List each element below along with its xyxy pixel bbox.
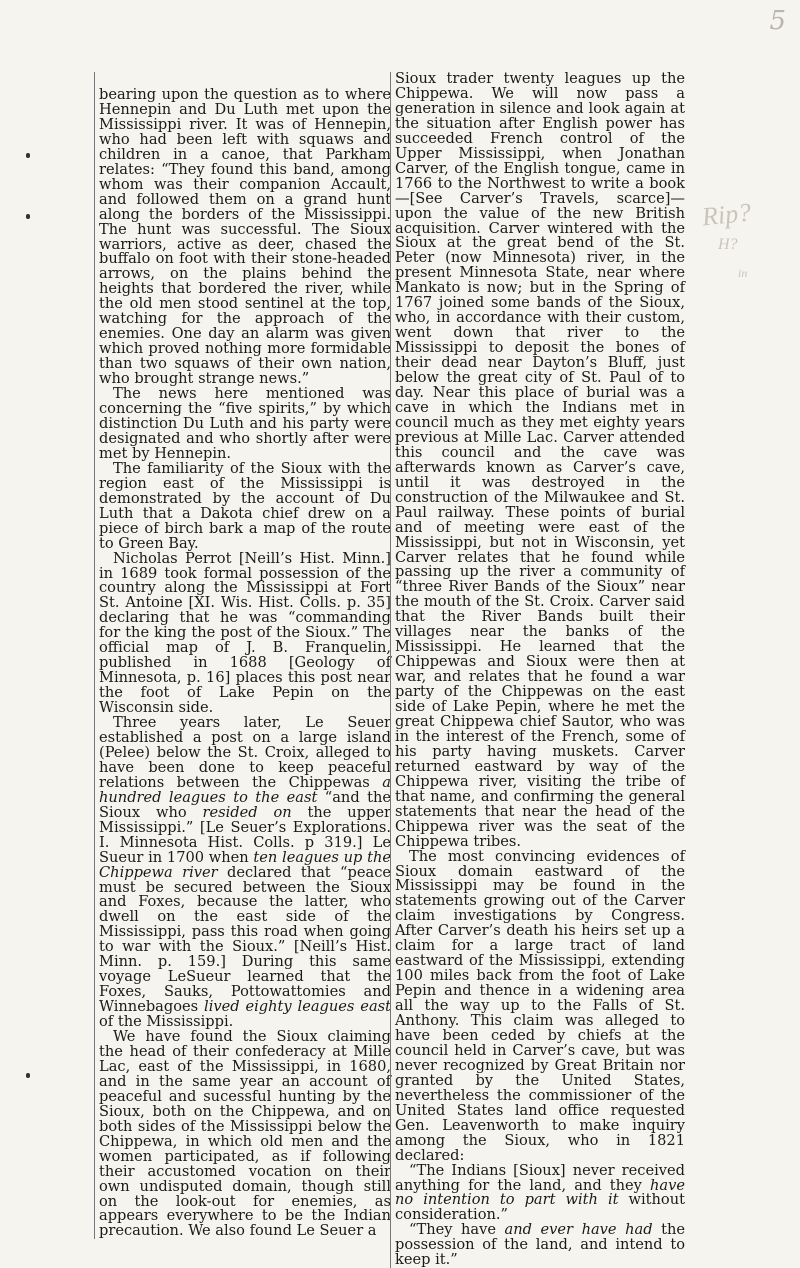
quotation: “They have and ever have had the possession of the land, and intend to keep it.” bbox=[395, 1221, 685, 1268]
paragraph: Sioux trader twenty leagues up the Chippewa. We will now pass a generation in silence and look again at the situation after English power has succeeded French control of the Upper Mississippi, when Jonathan Carver, of the English tongue, came in 1766 to the Northwest to write a book—[See Carver’s Travels, scarce]— upon the value of the new British acquisition. Carver wintered with the Sioux at the great bend of the St. Peter (now Minnesota) river, in the present Minnesota State, near where Mankato is now; but in the Spring of 1767 joined some bands of the Sioux, who, in accordance with their custom, went down that river to the Mississippi to deposit the bones of their dead near Dayton’s Bluff, just below the great city of St. Paul of to day. Near this place of burial was a cave in which the Indians met in council much as they met eighty years previous at Mille Lac. Carver attended this council and the cave was afterwards known as Carver’s cave, until it was destroyed in the construction of the Milwaukee and St. Paul railway. These points of burial and of meeting were east of the Mississippi, but not in Wisconsin, yet Carver relates that he found while passing up the river a community of “three River Bands of the Sioux” near the mouth of the St. Croix. Carver said that the River Bands built their villages near the banks of the Mississippi. He learned that the Chippewas and Sioux were then at war, and relates that he found a war party of the Chippewas on the east side of Lake Pepin, where he met the great Chippewa chief Sautor, who was in the interest of the French, some of his party having muskets. Carver returned eastward by way of the Chippewa river, visiting the tribe of that name, and confirming the general statements that near the head of the Chippewa river was the seat of the Chippewa tribes. bbox=[395, 70, 685, 850]
margin-annotation: Rip? bbox=[700, 197, 753, 232]
paragraph: The familiarity of the Sioux with the region east of the Mississippi is demonstrated by the account of Du Luth that a Dakota chief drew on a piece of birch bark a map of the route to Green Bay. bbox=[99, 459, 391, 552]
quotation: “The Indians [Sioux] never received anything for the land, and they have no intention to part with it without consideration.” bbox=[395, 1161, 685, 1224]
margin-annotation: H? bbox=[718, 236, 738, 253]
margin-annotation: in bbox=[738, 266, 748, 280]
paragraph: bearing upon the question as to where Hennepin and Du Luth met upon the Mississippi river. It was of Hennepin, who had been left with squaws and children in a canoe, that Parkham relates: “They found this band, among whom was their companion Accault, and followed them on a grand hunt along the borders of the Mississippi. The hunt was successful. The Sioux warriors, active as deer, chased the buffalo on foot with their stone-headed arrows, on the plains behind the heights that bordered the river, while the old men stood sentinel at the top, watching for the approach of the enemies. One day an alarm was given which proved nothing more formidable than two squaws of their own nation, who brought strange news.” bbox=[99, 86, 391, 388]
paragraph: Nicholas Perrot [Neill’s Hist. Minn.] in 1689 took formal possession of the country along the Mississippi at Fort St. Antoine [XI. Wis. Hist. Colls. p. 35] declaring that he was “commanding for the king the post of the Sioux.” The official map of J. B. Franquelin, published in 1688 [Geology of Minnesota, p. 16] places this post near the foot of Lake Pepin on the Wisconsin side. bbox=[99, 549, 391, 717]
paragraph: Three years later, Le Seuer established a post on a large island (Pelee) below the St. Croix, alleged to have been done to keep peaceful relations between the Chippewas a hundred leagues to the east “and the Sioux who resided on the upper Mississippi.” [Le Seuer’s Explorations. I. Minnesota Hist. Colls. p 319.] Le Sueur in 1700 when ten leagues up the Chippewa river declared that “peace must be secured between the Sioux and Foxes, because the latter, who dwell on the east side of the Mississippi, pass this road when going to war with the Sioux.” [Neill’s Hist. Minn. p. 159.] During this same voyage LeSueur learned that the Foxes, Sauks, Pottowattomies and Winnebagoes lived eighty leagues east of the Mississippi. bbox=[99, 714, 392, 1031]
page-number: 5 bbox=[769, 6, 786, 36]
paragraph: The most convincing evidences of Sioux domain eastward of the Mississippi may be found in the statements growing out of the Carver claim investigations by Congress. After Carver’s death his heirs set up a claim for a large tract of land eastward of the Mississippi, extending 100 miles back from the foot of Lake Pepin and thence in a widening area all the way up to the Falls of St. Anthony. This claim was alleged to have been ceded by chiefs at the council held in Carver’s cave, but was never recognized by Great Britain nor granted by the United States, nevertheless the commissioner of the United States land office requested Gen. Leavenworth to make inquiry among the Sioux, who in 1821 declared: bbox=[395, 847, 685, 1164]
binding-hole-mark bbox=[26, 153, 30, 158]
paragraph: The news here mentioned was concerning the “five spirits,” by which distinction Du Luth and his party were designated and who shortly after were met by Hennepin. bbox=[99, 385, 391, 462]
paragraph: We have found the Sioux claiming the head of their confederacy at Mille Lac, east of the Mississippi, in 1680, and in the same year an account of peaceful and sucessful hunting by the Sioux, both on the Chippewa, and on both sides of the Mississippi below the Chippewa, in which old men and the women participated, as if following their accustomed vocation on their own undisputed domain, though still on the look-out for enemies, as appears everywhere to be the Indian precaution. We also found Le Seuer a bbox=[99, 1028, 391, 1240]
binding-hole-mark bbox=[26, 1073, 30, 1078]
right-column bbox=[390, 72, 685, 1268]
left-column bbox=[94, 72, 391, 1239]
binding-hole-mark bbox=[26, 214, 30, 219]
